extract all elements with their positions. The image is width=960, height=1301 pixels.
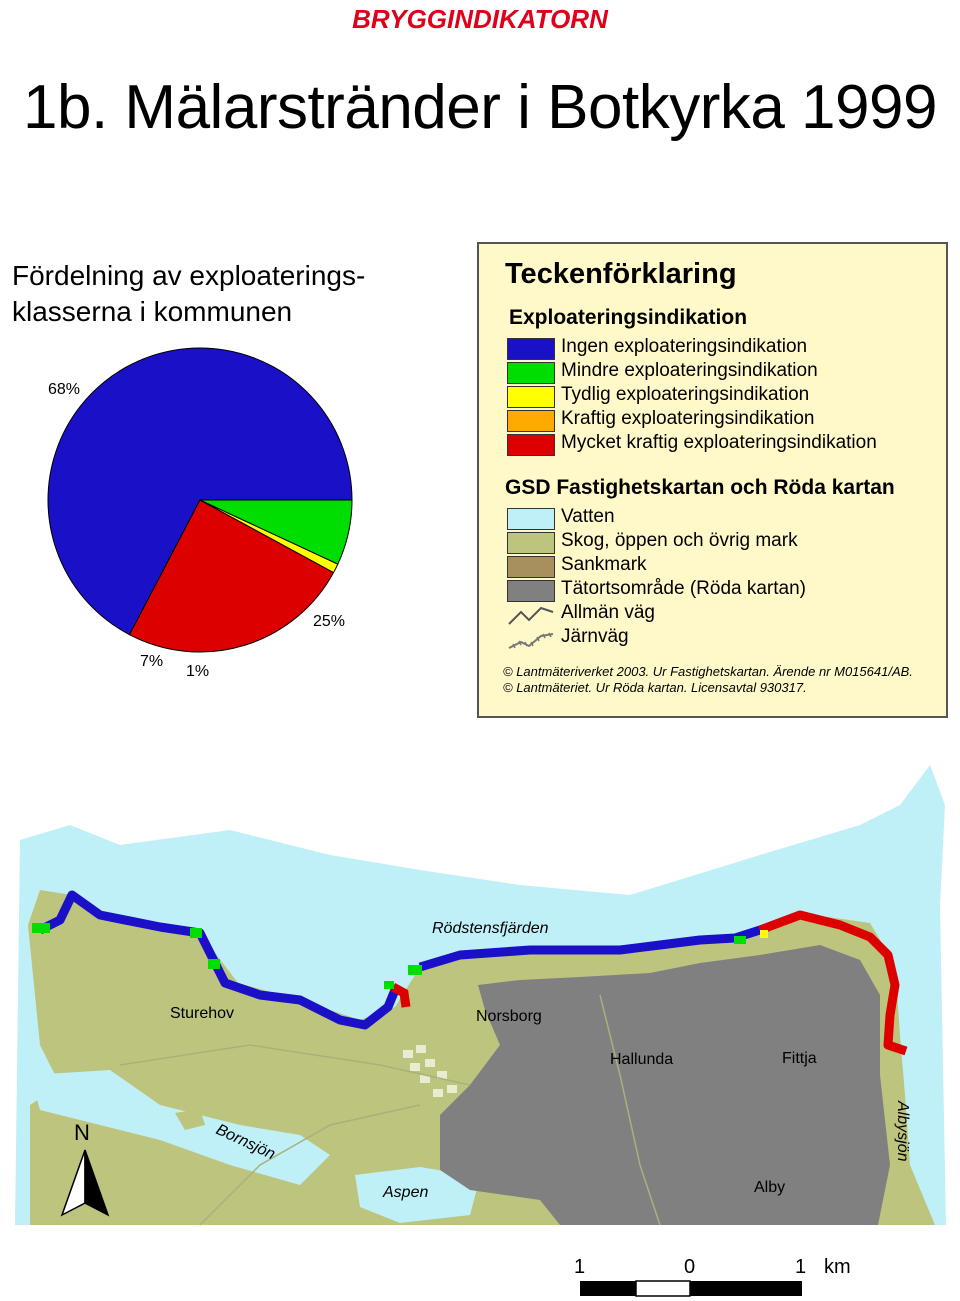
legend-swatch [507, 434, 555, 456]
urban-area [440, 945, 890, 1225]
legend-swatch [507, 532, 555, 554]
legend-label: Kraftig exploateringsindikation [561, 408, 815, 429]
legend-label: Tätortsområde (Röda kartan) [561, 578, 806, 599]
legend-title: Teckenförklaring [505, 258, 737, 290]
legend-section-exploitation: Exploateringsindikation [509, 306, 748, 329]
railway-icon [507, 628, 557, 652]
legend-swatch [507, 386, 555, 408]
scale-label-right: 1 [795, 1256, 807, 1278]
legend-label: Sankmark [561, 554, 647, 575]
legend-label: Mindre exploateringsindikation [561, 360, 818, 381]
legend-box [477, 242, 948, 718]
legend-label: Järnväg [561, 626, 629, 647]
header-title: BRYGGINDIKATORN [352, 4, 608, 34]
place-fittja: Fittja [782, 1050, 817, 1067]
scale-seg-2 [636, 1281, 690, 1296]
scale-label-left: 1 [574, 1256, 586, 1278]
legend-swatch [507, 508, 555, 530]
north-label: N [74, 1120, 90, 1145]
pie-label-68: 68% [48, 381, 81, 398]
pie-chart-title [12, 258, 365, 330]
place-hallunda: Hallunda [610, 1051, 674, 1068]
place-aspen: Aspen [383, 1184, 429, 1201]
scale-bar [0, 1245, 960, 1301]
pie-chart [0, 330, 470, 690]
pie-label-25: 25% [313, 613, 346, 630]
place-rodstensfjarden: Rödstensfjärden [432, 920, 549, 937]
legend-label: Ingen exploateringsindikation [561, 336, 808, 357]
pie-title-line1: Fördelning av exploaterings- [12, 260, 366, 291]
place-norsborg: Norsborg [476, 1008, 542, 1025]
road-icon [507, 604, 557, 628]
pie-label-7: 7% [140, 653, 164, 670]
legend-section-gsd: GSD Fastighetskartan och Röda kartan [505, 476, 895, 499]
place-bornsjon: Bornsjön [213, 1121, 278, 1164]
shore-clear [760, 930, 768, 938]
place-sturehov: Sturehov [170, 1005, 235, 1022]
legend-swatch [507, 362, 555, 384]
place-albysjon: Albysjön [894, 1101, 911, 1162]
scale-label-zero: 0 [684, 1256, 696, 1278]
scale-seg-1 [580, 1281, 636, 1296]
legend-label: Tydlig exploateringsindikation [561, 384, 810, 405]
legend-label: Vatten [561, 506, 615, 527]
page-title: 1b. Mälarstränder i Botkyrka 1999 [23, 73, 937, 142]
legend-swatch [507, 580, 555, 602]
scale-seg-3 [690, 1281, 746, 1296]
map [0, 745, 960, 1245]
copyright-roda-kartan: © Lantmäteriet. Ur Röda kartan. Licensavtal 930317. [503, 680, 807, 695]
scale-seg-4 [746, 1281, 802, 1296]
legend-swatch [507, 556, 555, 578]
legend-swatch [507, 338, 555, 360]
legend-label: Allmän väg [561, 602, 655, 623]
legend-label: Skog, öppen och övrig mark [561, 530, 798, 551]
legend-swatch [507, 410, 555, 432]
scale-unit: km [824, 1256, 851, 1278]
place-alby: Alby [754, 1179, 786, 1196]
pie-title-line2: klasserna i kommunen [12, 296, 293, 327]
copyright-fastighetskartan: © Lantmäteriverket 2003. Ur Fastighetskartan. Ärende nr M015641/AB. [503, 664, 913, 679]
pie-label-1: 1% [186, 663, 210, 680]
legend-label: Mycket kraftig exploateringsindikation [561, 432, 877, 453]
